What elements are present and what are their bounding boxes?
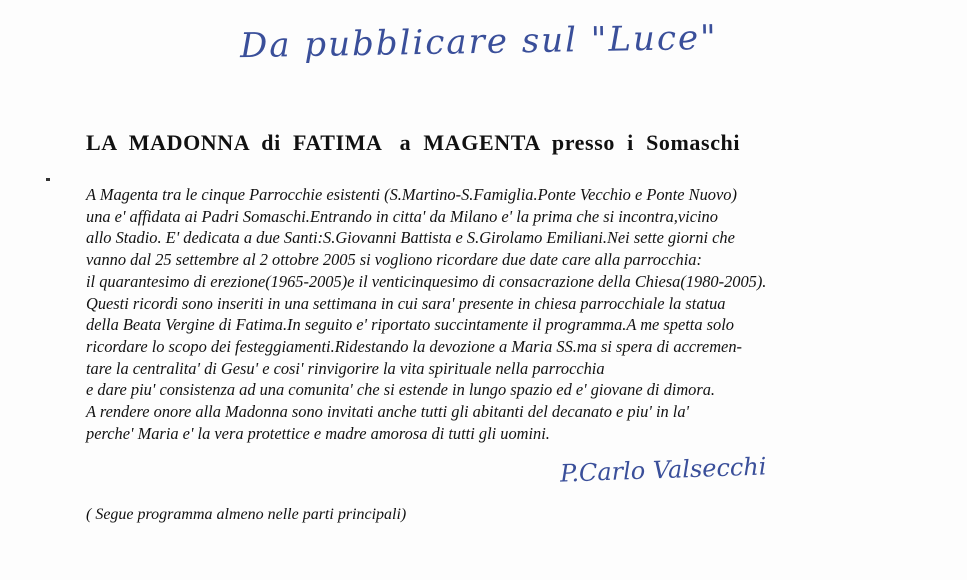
handwritten-note: Da pubblicare sul "Luce" (239, 17, 719, 67)
handwritten-signature: P.Carlo Valsecchi (559, 452, 767, 488)
document-title: LA MADONNA di FATIMA a MAGENTA presso i Somaschi (86, 130, 741, 155)
body-line: il quarantesimo di erezione(1965-2005)e il venticinquesimo di consacrazione della Chiesa(1980-2005). (86, 271, 767, 291)
body-line: allo Stadio. E' dedicata a due Santi:S.Giovanni Battista e S.Girolamo Emiliani.Nei sette giorni che (86, 228, 735, 248)
body-line: una e' affidata ai Padri Somaschi.Entrando in citta' da Milano e' la prima che si incontra,vicino (86, 206, 718, 226)
body-line: Questi ricordi sono inseriti in una settimana in cui sara' presente in chiesa parrocchiale la statua (86, 293, 726, 313)
body-line: e dare piu' consistenza ad una comunita' che si estende in lungo spazio ed e' giovane di dimora. (86, 380, 716, 400)
body-line: A Magenta tra le cinque Parrocchie esistenti (S.Martino-S.Famiglia.Ponte Vecchio e Ponte Nuovo) (86, 185, 737, 204)
body-line: della Beata Vergine di Fatima.In seguito e' riportato succintamente il programma.A me spetta solo (86, 315, 734, 335)
margin-mark (46, 178, 50, 181)
body-line: perche' Maria e' la vera protettice e madre amorosa di tutti gli uomini. (86, 423, 550, 443)
body-line: tare la centralita' di Gesu' e cosi' rinvigorire la vita spirituale nella parrocchia (86, 358, 605, 378)
body-line: ricordare lo scopo dei festeggiamenti.Ridestando la devozione a Maria SS.ma si spera di accremen- (86, 336, 742, 356)
footer-note: ( Segue programma almeno nelle parti principali) (86, 506, 407, 523)
body-line: A rendere onore alla Madonna sono invitati anche tutti gli abitanti del decanato e piu' in la' (86, 402, 690, 422)
body-line: vanno dal 25 settembre al 2 ottobre 2005 si vogliono ricordare due date care alla parrocchia: (86, 250, 702, 270)
body-paragraph (86, 184, 946, 444)
